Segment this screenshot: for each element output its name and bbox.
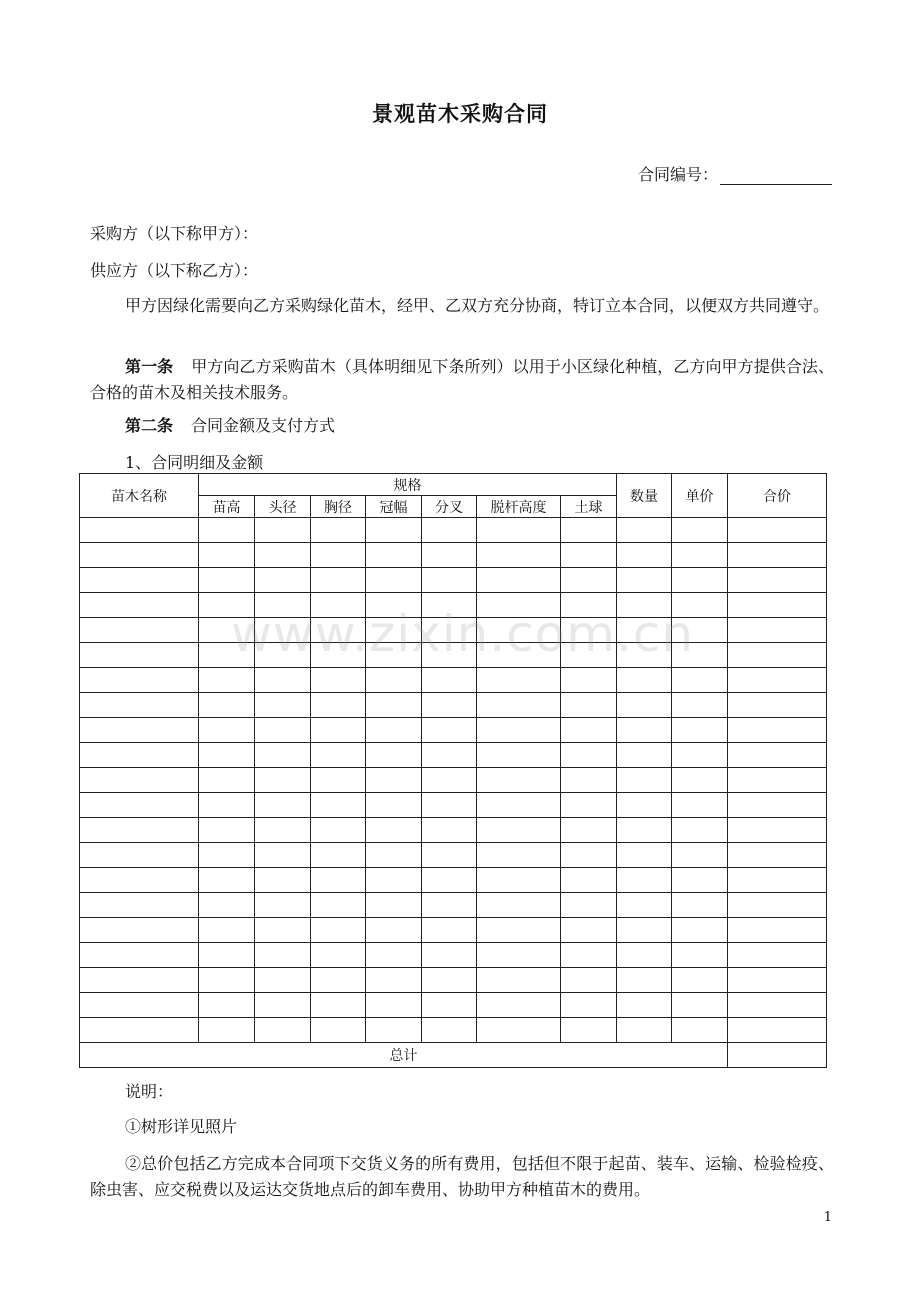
table-cell (728, 518, 827, 543)
header-quantity: 数量 (617, 474, 672, 518)
table-cell (477, 518, 561, 543)
table-row (80, 643, 827, 668)
table-cell (728, 918, 827, 943)
table-cell (477, 818, 561, 843)
table-cell (477, 568, 561, 593)
table-cell (366, 518, 422, 543)
table-cell (617, 643, 672, 668)
table-cell (617, 718, 672, 743)
table-cell (477, 693, 561, 718)
table-cell (199, 518, 255, 543)
table-cell (672, 593, 728, 618)
table-cell (672, 718, 728, 743)
table-cell (199, 568, 255, 593)
table-cell (199, 793, 255, 818)
table-cell (672, 618, 728, 643)
table-cell (311, 918, 366, 943)
total-row (80, 1043, 827, 1068)
table-cell (199, 918, 255, 943)
table-cell (672, 568, 728, 593)
table-cell (561, 643, 617, 668)
table-cell (617, 818, 672, 843)
table-cell (561, 568, 617, 593)
table-cell (672, 1018, 728, 1043)
table-cell (199, 868, 255, 893)
table-cell (561, 768, 617, 793)
table-cell (422, 993, 477, 1018)
table-cell (199, 643, 255, 668)
table-cell (311, 968, 366, 993)
table-cell (80, 893, 199, 918)
table-cell (561, 693, 617, 718)
table-cell (80, 818, 199, 843)
table-cell (617, 943, 672, 968)
table-row (80, 943, 827, 968)
table-cell (255, 743, 311, 768)
header-spec-breast-diameter: 胸径 (311, 496, 366, 518)
table-row (80, 743, 827, 768)
table-cell (255, 968, 311, 993)
table-cell (728, 743, 827, 768)
table-row (80, 618, 827, 643)
table-cell (311, 768, 366, 793)
article-2 (90, 413, 834, 439)
article-1-label: 第一条 (125, 357, 174, 376)
table-cell (422, 568, 477, 593)
table-cell (80, 643, 199, 668)
watermark: www.zixin.com.cn (231, 605, 695, 663)
table-cell (617, 743, 672, 768)
table-row (80, 843, 827, 868)
table-cell (255, 843, 311, 868)
table-cell (561, 793, 617, 818)
table-row (80, 768, 827, 793)
table-cell (80, 793, 199, 818)
table-cell (422, 643, 477, 668)
article-2-text: 合同金额及支付方式 (191, 416, 336, 435)
table-cell (422, 793, 477, 818)
intro-paragraph: 甲方因绿化需要向乙方采购绿化苗木，经甲、乙双方充分协商，特订立本合同，以便双方共同遵守。 (125, 296, 830, 315)
table-cell (728, 643, 827, 668)
table-cell (255, 618, 311, 643)
table-cell (672, 993, 728, 1018)
table-cell (311, 693, 366, 718)
table-cell (728, 568, 827, 593)
table-cell (728, 868, 827, 893)
table-cell (561, 1018, 617, 1043)
table-row (80, 1018, 827, 1043)
contract-number (638, 162, 832, 185)
table-row (80, 968, 827, 993)
table-cell (617, 993, 672, 1018)
table-cell (728, 893, 827, 918)
table-cell (255, 1018, 311, 1043)
table-cell (311, 1018, 366, 1043)
table-cell (80, 568, 199, 593)
table-cell (366, 568, 422, 593)
table-cell (422, 968, 477, 993)
table-cell (422, 693, 477, 718)
table-cell (728, 993, 827, 1018)
table-cell (80, 693, 199, 718)
table-cell (422, 1018, 477, 1043)
total-label: 总计 (80, 1043, 728, 1068)
table-cell (477, 943, 561, 968)
table-cell (477, 543, 561, 568)
table-cell (561, 618, 617, 643)
table-cell (561, 993, 617, 1018)
table-cell (366, 868, 422, 893)
table-cell (672, 818, 728, 843)
table-cell (311, 793, 366, 818)
page-number: 1 (823, 1210, 832, 1225)
table-cell (672, 868, 728, 893)
table-cell (255, 568, 311, 593)
table-cell (617, 618, 672, 643)
table-cell (672, 668, 728, 693)
table-cell (199, 668, 255, 693)
header-spec-soil-ball: 土球 (561, 496, 617, 518)
table-cell (617, 693, 672, 718)
table-row (80, 518, 827, 543)
table-cell (199, 893, 255, 918)
table-cell (561, 518, 617, 543)
table-cell (199, 993, 255, 1018)
table-cell (561, 718, 617, 743)
table-cell (255, 943, 311, 968)
table-cell (80, 1018, 199, 1043)
table-cell (561, 943, 617, 968)
table-cell (255, 668, 311, 693)
table-cell (255, 643, 311, 668)
table-cell (672, 843, 728, 868)
note-2: ②总价包括乙方完成本合同项下交货义务的所有费用，包括但不限于起苗、装车、运输、检验检疫、除虫害、应交税费以及运达交货地点后的卸车费用、协助甲方种植苗木的费用。 (90, 1154, 834, 1199)
table-cell (366, 1018, 422, 1043)
table-cell (80, 943, 199, 968)
header-total-price: 合价 (728, 474, 827, 518)
table-cell (311, 643, 366, 668)
table-cell (366, 743, 422, 768)
table-cell (728, 718, 827, 743)
article-1 (90, 354, 834, 406)
table-cell (561, 918, 617, 943)
table-cell (617, 593, 672, 618)
table-cell (311, 943, 366, 968)
header-plant-name: 苗木名称 (80, 474, 199, 518)
header-spec: 规格 (199, 474, 617, 496)
table-cell (672, 918, 728, 943)
table-cell (422, 893, 477, 918)
table-cell (561, 743, 617, 768)
table-cell (199, 743, 255, 768)
header-spec-branch: 分叉 (422, 496, 477, 518)
table-cell (477, 793, 561, 818)
table-cell (477, 718, 561, 743)
table-cell (477, 618, 561, 643)
table-cell (422, 718, 477, 743)
table-cell (672, 893, 728, 918)
contract-number-label: 合同编号： (637, 165, 718, 184)
table-cell (422, 668, 477, 693)
table-cell (672, 643, 728, 668)
table-cell (617, 768, 672, 793)
table-cell (255, 993, 311, 1018)
table-cell (477, 743, 561, 768)
table-cell (672, 693, 728, 718)
table-cell (477, 968, 561, 993)
table-cell (311, 543, 366, 568)
table-cell (80, 743, 199, 768)
table-row (80, 593, 827, 618)
table-row (80, 868, 827, 893)
table-cell (477, 593, 561, 618)
table-cell (366, 993, 422, 1018)
note-1: ①树形详见照片 (125, 1117, 238, 1136)
table-cell (80, 843, 199, 868)
table-cell (672, 543, 728, 568)
table-cell (422, 743, 477, 768)
table-cell (199, 843, 255, 868)
table-cell (561, 868, 617, 893)
party-b-line: 供应方（以下称乙方）： (90, 261, 259, 280)
table-row (80, 993, 827, 1018)
table-cell (672, 518, 728, 543)
table-cell (80, 718, 199, 743)
table-cell (255, 793, 311, 818)
table-cell (561, 668, 617, 693)
table-cell (311, 743, 366, 768)
table-cell (477, 993, 561, 1018)
table-cell (255, 693, 311, 718)
table-cell (311, 668, 366, 693)
table-cell (255, 593, 311, 618)
table-cell (311, 718, 366, 743)
table-cell (477, 643, 561, 668)
table-cell (366, 668, 422, 693)
table-cell (80, 668, 199, 693)
table-cell (422, 768, 477, 793)
table-cell (477, 918, 561, 943)
table-cell (80, 543, 199, 568)
table-cell (80, 918, 199, 943)
table-cell (672, 943, 728, 968)
table-cell (80, 593, 199, 618)
table-row (80, 693, 827, 718)
table-cell (561, 893, 617, 918)
header-spec-height: 苗高 (199, 496, 255, 518)
table-cell (422, 543, 477, 568)
table-cell (477, 868, 561, 893)
table-cell (672, 968, 728, 993)
table-cell (422, 593, 477, 618)
table-cell (477, 1018, 561, 1043)
table-cell (728, 1018, 827, 1043)
table-cell (366, 768, 422, 793)
table-cell (617, 543, 672, 568)
table-cell (477, 843, 561, 868)
table-cell (366, 943, 422, 968)
table-cell (366, 593, 422, 618)
table-cell (617, 793, 672, 818)
table-cell (617, 918, 672, 943)
table-cell (672, 743, 728, 768)
table-cell (366, 918, 422, 943)
table-cell (366, 968, 422, 993)
table-cell (199, 818, 255, 843)
table-cell (617, 843, 672, 868)
total-value-cell (728, 1043, 827, 1068)
table-cell (617, 518, 672, 543)
table-cell (80, 518, 199, 543)
table-cell (477, 668, 561, 693)
table-cell (366, 893, 422, 918)
article-1-text: 甲方向乙方采购苗木（具体明细见下条所列）以用于小区绿化种植，乙方向甲方提供合法、合格的苗木及相关技术服务。 (90, 357, 834, 402)
table-cell (561, 818, 617, 843)
table-cell (366, 718, 422, 743)
table-cell (728, 543, 827, 568)
table-cell (199, 1018, 255, 1043)
table-cell (366, 818, 422, 843)
table-cell (617, 1018, 672, 1043)
table-cell (728, 593, 827, 618)
table-row (80, 568, 827, 593)
table-cell (199, 768, 255, 793)
table-cell (477, 893, 561, 918)
table-cell (728, 968, 827, 993)
contract-number-blank (720, 166, 832, 185)
article-2-label: 第二条 (125, 416, 174, 435)
table-cell (311, 868, 366, 893)
table-cell (728, 693, 827, 718)
table-row (80, 718, 827, 743)
table-cell (366, 618, 422, 643)
table-row (80, 893, 827, 918)
table-row (80, 818, 827, 843)
table-cell (255, 518, 311, 543)
table-cell (199, 718, 255, 743)
table-cell (561, 968, 617, 993)
table-cell (617, 893, 672, 918)
table-cell (422, 843, 477, 868)
table-cell (366, 843, 422, 868)
table-cell (617, 968, 672, 993)
table-cell (728, 618, 827, 643)
table-cell (617, 568, 672, 593)
table-cell (422, 943, 477, 968)
table-row (80, 793, 827, 818)
table-cell (255, 768, 311, 793)
table-cell (728, 843, 827, 868)
table-cell (728, 768, 827, 793)
detail-table (79, 473, 827, 1068)
table-cell (366, 643, 422, 668)
table-row (80, 668, 827, 693)
table-row (80, 918, 827, 943)
table-cell (422, 918, 477, 943)
table-cell (255, 893, 311, 918)
table-cell (311, 618, 366, 643)
table-cell (672, 793, 728, 818)
table-cell (255, 543, 311, 568)
table-cell (617, 868, 672, 893)
header-spec-clear-trunk: 脱杆高度 (477, 496, 561, 518)
document-title: 景观苗木采购合同 (372, 101, 548, 126)
table-cell (366, 543, 422, 568)
table-cell (422, 618, 477, 643)
table-cell (561, 593, 617, 618)
table-cell (477, 768, 561, 793)
table-cell (311, 568, 366, 593)
table-cell (255, 918, 311, 943)
table-cell (311, 993, 366, 1018)
table-cell (728, 818, 827, 843)
table-cell (561, 543, 617, 568)
table-cell (366, 693, 422, 718)
section-1-heading: 1、合同明细及金额 (125, 453, 264, 472)
table-cell (255, 868, 311, 893)
table-cell (80, 768, 199, 793)
party-a-line: 采购方（以下称甲方）： (90, 224, 259, 243)
header-spec-crown: 冠幅 (366, 496, 422, 518)
table-cell (366, 793, 422, 818)
table-cell (80, 993, 199, 1018)
table-cell (422, 868, 477, 893)
detail-table-body (80, 518, 827, 1068)
header-spec-head-diameter: 头径 (255, 496, 311, 518)
table-cell (617, 668, 672, 693)
table-cell (422, 818, 477, 843)
table-cell (311, 818, 366, 843)
table-cell (80, 618, 199, 643)
table-cell (255, 718, 311, 743)
table-cell (561, 843, 617, 868)
table-cell (199, 618, 255, 643)
table-cell (311, 893, 366, 918)
table-row (80, 543, 827, 568)
table-cell (80, 968, 199, 993)
table-cell (80, 868, 199, 893)
table-cell (311, 843, 366, 868)
table-cell (199, 543, 255, 568)
table-cell (199, 943, 255, 968)
notes-title: 说明： (125, 1082, 174, 1101)
table-cell (728, 943, 827, 968)
table-cell (672, 768, 728, 793)
table-cell (199, 968, 255, 993)
table-cell (311, 593, 366, 618)
table-cell (728, 668, 827, 693)
table-cell (199, 593, 255, 618)
header-unit-price: 单价 (672, 474, 728, 518)
table-cell (199, 693, 255, 718)
table-cell (255, 818, 311, 843)
table-cell (422, 518, 477, 543)
table-cell (311, 518, 366, 543)
table-cell (728, 793, 827, 818)
